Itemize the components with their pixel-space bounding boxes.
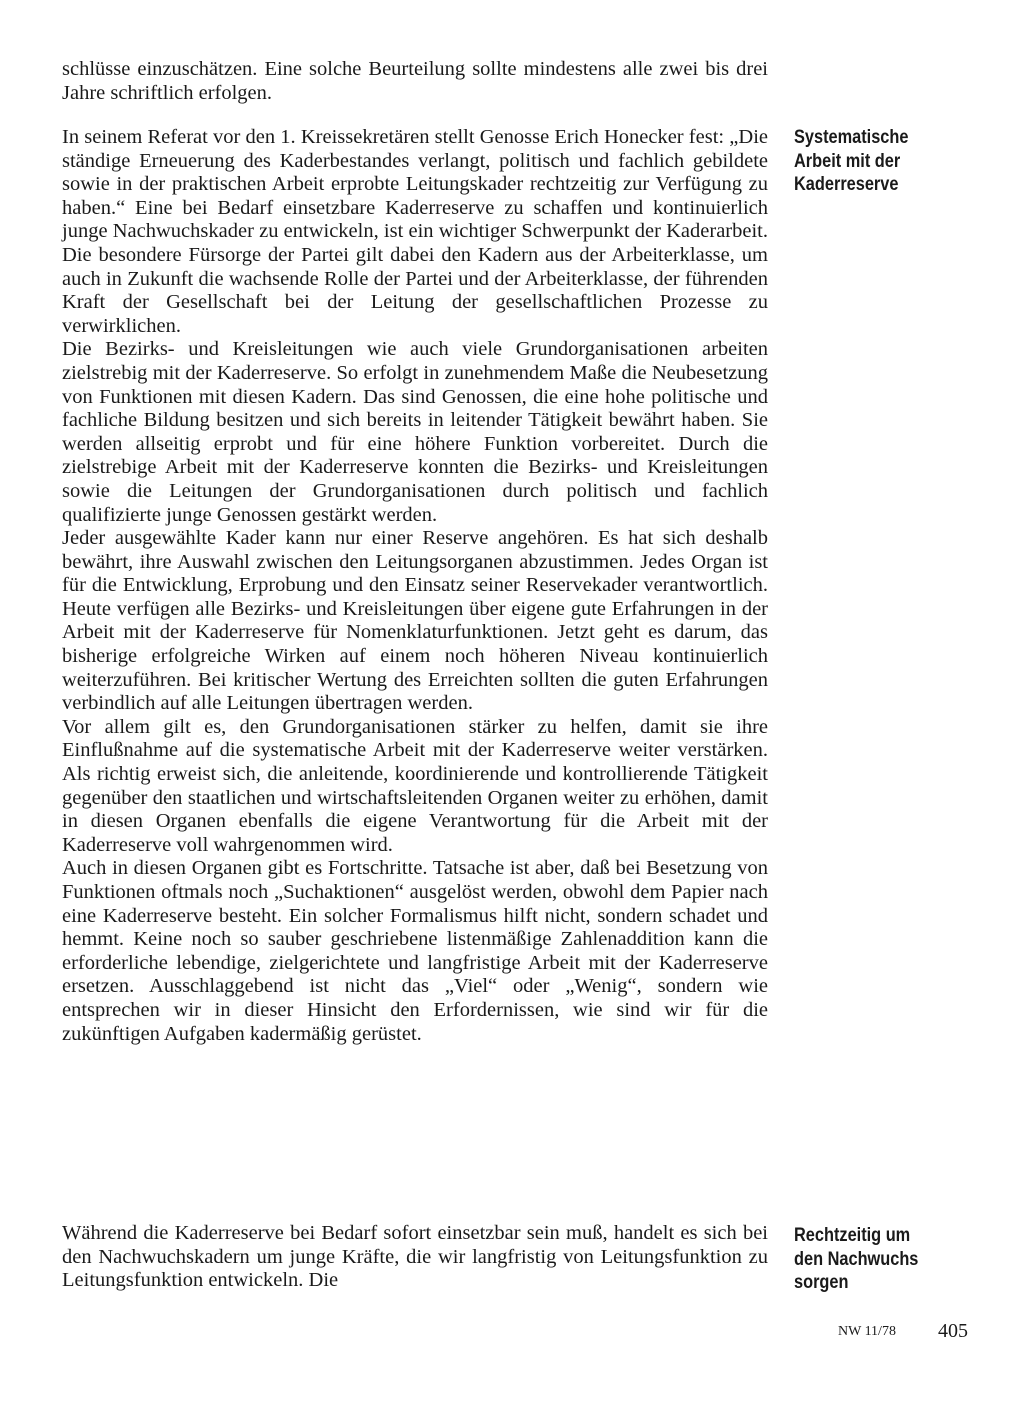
paragraph-4: Vor allem gilt es, den Grundorganisationen stärker zu helfen, damit sie ihre Einflußnahme auf die systematische Arbeit mit der Kaderreserve weiter verstärken. Als richtig erweist sich, die anleitende, koordinierende und kontrollierende Tätigkeit gegenüber den staatlichen und wirtschaftsleitenden Organen weiter zu erhöhen, damit in diesen Organen ebenfalls die eigene Verantwortung für die Arbeit mit der Kaderreserve voll wahrgenommen wird.: [62, 715, 768, 856]
paragraph-1: In seinem Referat vor den 1. Kreissekretären stellt Genosse Erich Honecker fest: „Die ständige Erneuerung des Kaderbestandes verlangt, politisch und fachlich gebildete sowie in der praktischen Arbeit erprobte Leitungskader rechtzeitig zur Verfügung zu haben.“ Eine bei Bedarf einsetzbare Kaderreserve zu schaffen und kontinuierlich junge Nachwuchskader zu entwickeln, ist ein wichtiger Schwerpunkt der Kaderarbeit. Die besondere Fürsorge der Partei gilt dabei den Kadern aus der Arbeiterklasse, um auch in Zukunft die wachsende Rolle der Partei und der Arbeiterklasse, der führenden Kraft der Gesellschaft bei der Leitung der gesellschaftlichen Prozesse zu verwirklichen.: [62, 126, 768, 337]
paragraph-5: Auch in diesen Organen gibt es Fortschritte. Tatsache ist aber, daß bei Besetzung von Funktionen oftmals noch „Suchaktionen“ ausgelöst werden, obwohl dem Papier nach eine Kaderreserve besteht. Ein solcher Formalismus hilft nicht, sondern schadet und hemmt. Keine noch so sauber geschriebene listenmäßige Zahlenaddition kann die erforderliche lebendige, zielgerichtete und langfristige Arbeit mit der Kaderreserve ersetzen. Ausschlaggebend ist nicht das „Viel“ oder „Wenig“, sondern wie entsprechen wir in dieser Hinsicht den Erfordernissen, wie sind wir für die zukünftigen Aufgaben kadermäßig gerüstet.: [62, 857, 768, 1045]
sidenote-nachwuchs: Rechtzeitig um den Nachwuchs sorgen: [794, 1225, 919, 1293]
paragraph-3: Jeder ausgewählte Kader kann nur einer Reserve angehören. Es hat sich deshalb bewährt, ihre Auswahl zwischen den Leitungsorganen abzustimmen. Jedes Organ ist für die Entwicklung, Erprobung und den Einsatz seiner Reservekader verantwortlich. Heute verfügen alle Bezirks- und Kreisleitungen über eigene gute Erfahrungen in der Arbeit mit der Kaderreserve für Nomenklaturfunktionen. Jetzt geht es darum, das bisherige erfolgreiche Wirken auf einem noch höheren Niveau kontinuierlich weiterzuführen. Bei kritischer Wertung des Erreichten sollten die guten Erfahrungen verbindlich auf alle Leitungen übertragen werden.: [62, 527, 768, 715]
paragraph-2: Die Bezirks- und Kreisleitungen wie auch viele Grundorganisationen arbeiten zielstrebig mit der Kaderreserve. So erfolgt in zunehmendem Maße die Neubesetzung von Funktionen mit diesen Kadern. Das sind Genossen, die eine hohe politische und fachliche Bildung besitzen und sich bereits in leitender Tätigkeit bewährt haben. Sie werden allseitig erprobt und für eine höhere Funktion vorbereitet. Durch die zielstrebige Arbeit mit der Kaderreserve konnten die Bezirks- und Kreisleitungen sowie die Leitungen der Grundorganisationen durch politisch und fachlich qualifizierte junge Genossen gestärkt werden.: [62, 338, 768, 526]
page-number: 405: [938, 1320, 968, 1342]
body-text-block-2: [62, 1222, 768, 1293]
paragraph-6: Während die Kaderreserve bei Bedarf sofort einsetzbar sein muß, handelt es sich bei den Nachwuchskadern um junge Kräfte, die wir langfristig von Leitungsfunktion zu Leitungsfunktion entwickeln. Die: [62, 1222, 768, 1292]
sidenote-kaderreserve: Systematische Arbeit mit der Kaderreserve: [794, 127, 909, 195]
issue-code: NW 11/78: [838, 1324, 896, 1339]
intro-paragraph: schlüsse einzuschätzen. Eine solche Beurteilung sollte mindestens alle zwei bis drei Jahre schriftlich erfolgen.: [62, 58, 768, 104]
body-text-block-1: [62, 126, 768, 1046]
intro-text: [62, 58, 768, 105]
